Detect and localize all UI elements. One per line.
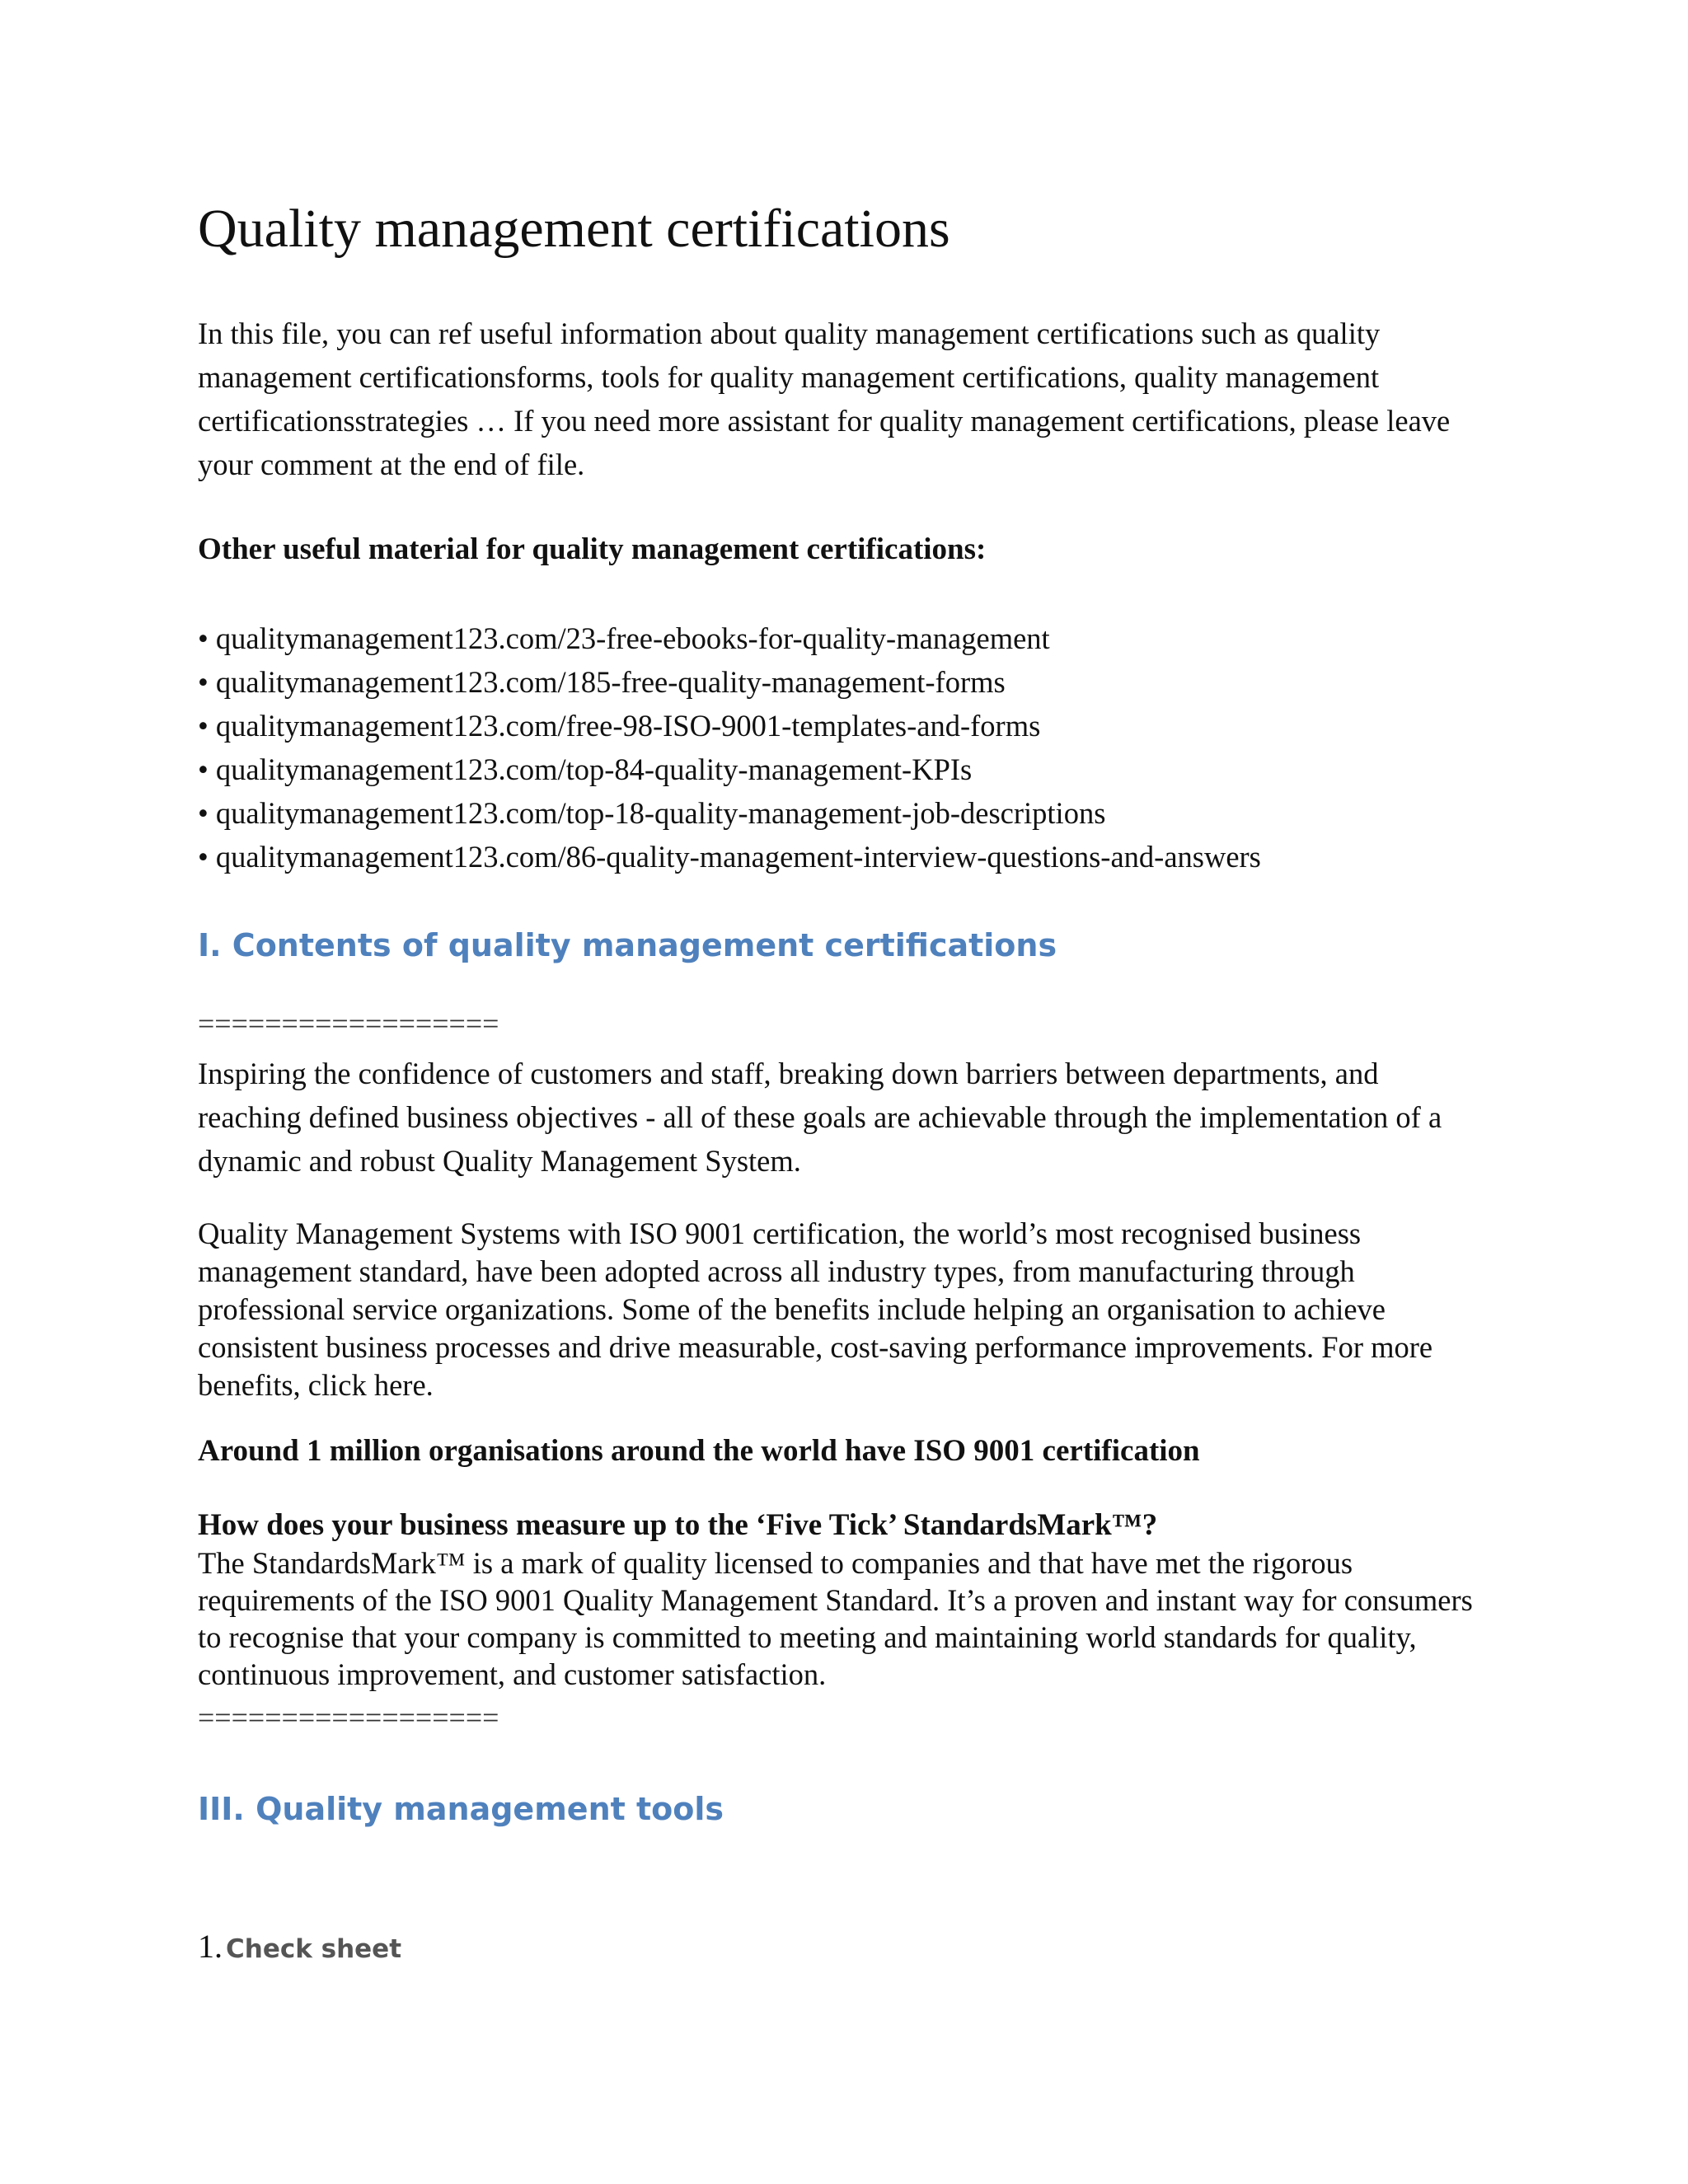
resource-link-list <box>198 616 1261 879</box>
list-number: 1. <box>198 1928 223 1965</box>
resource-link[interactable]: • qualitymanagement123.com/185-free-quality-management-forms <box>198 665 1006 699</box>
resource-link[interactable]: • qualitymanagement123.com/top-18-quality-management-job-descriptions <box>198 796 1106 830</box>
body-paragraph-iso-benefits: Quality Management Systems with ISO 9001 certification, the world’s most recognised business management standard, have been adopted across all industry types, from manufacturing through professional service organizations. Some of the benefits include helping an organisation to achieve consistent business processes and drive measurable, cost-saving performance improvements. For more benefits, click here. <box>198 1216 1433 1402</box>
intro-paragraph: In this file, you can ref useful information about quality management certifications such as quality management certificationsforms, tools for quality management certifications, quality management certificationsstrategies … If you need more assistant for quality management certifications, please leave your comment at the end of file. <box>198 316 1451 481</box>
other-material-heading: Other useful material for quality management certifications: <box>198 532 987 566</box>
section-heading-tools: III. Quality management tools <box>198 1791 724 1827</box>
check-sheet-label: Check sheet <box>226 1934 402 1964</box>
resource-link[interactable]: • qualitymanagement123.com/free-98-ISO-9001-templates-and-forms <box>198 709 1041 743</box>
standardsmark-heading: How does your business measure up to the ‘Five Tick’ StandardsMark™? <box>198 1508 1158 1542</box>
section-heading-contents: I. Contents of quality management certifications <box>198 927 1057 963</box>
separator-line: ================== <box>198 1701 499 1734</box>
page-title: Quality management certifications <box>198 199 950 259</box>
resource-link[interactable]: • qualitymanagement123.com/top-84-quality-management-KPIs <box>198 752 973 786</box>
iso-statistic-heading: Around 1 million organisations around the world have ISO 9001 certification <box>198 1434 1200 1468</box>
body-paragraph-standardsmark: The StandardsMark™ is a mark of quality licensed to companies and that have met the rigorous requirements of the ISO 9001 Quality Management Standard. It’s a proven and instant way for consumers to recognise that your company is committed to meeting and maintaining world standards for quality, continuous improvement, and customer satisfaction. <box>198 1546 1473 1691</box>
resource-link[interactable]: • qualitymanagement123.com/86-quality-management-interview-questions-and-answers <box>198 840 1261 874</box>
resource-link[interactable]: • qualitymanagement123.com/23-free-ebooks-for-quality-management <box>198 621 1050 655</box>
check-sheet-item <box>198 1922 401 1979</box>
separator-line: ================== <box>198 1007 499 1040</box>
body-paragraph-confidence: Inspiring the confidence of customers and staff, breaking down barriers between departments, and reaching defined business objectives - all of these goals are achievable through the implementation of a dynamic and robust Quality Management System. <box>198 1057 1442 1178</box>
